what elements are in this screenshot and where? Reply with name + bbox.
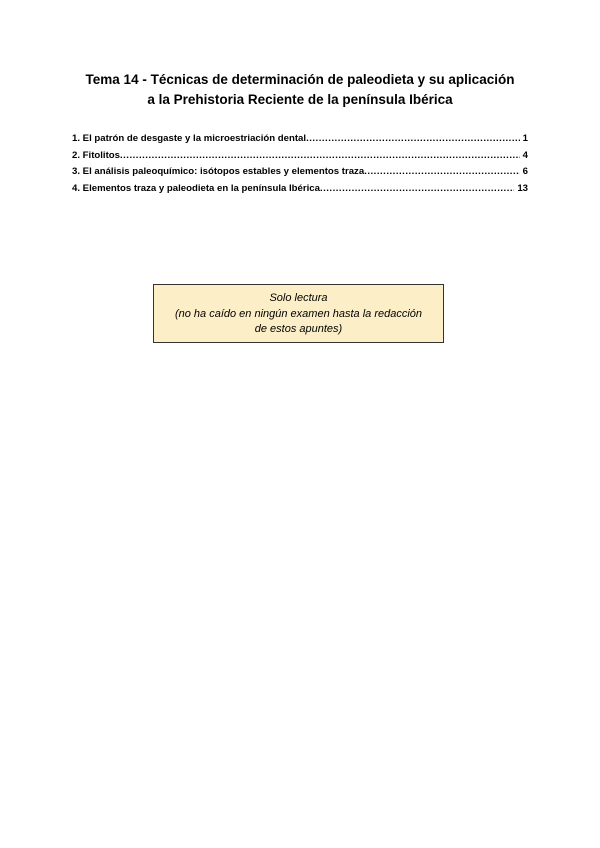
toc-entry[interactable] — [72, 148, 528, 165]
toc-dot-leader — [306, 131, 520, 148]
read-only-note — [153, 284, 444, 343]
toc-dot-leader — [320, 181, 514, 198]
toc-entry-page: 6 — [522, 166, 528, 177]
table-of-contents — [72, 131, 528, 197]
toc-entry[interactable] — [72, 164, 528, 181]
toc-entry[interactable] — [72, 181, 528, 198]
page-title — [60, 70, 540, 110]
toc-dot-leader — [364, 164, 519, 181]
toc-entry-label: 1. El patrón de desgaste y la microestriación dental — [72, 133, 307, 144]
note-line-3: de estos apuntes) — [254, 323, 343, 335]
title-line-2: a la Prehistoria Reciente de la península Ibérica — [147, 92, 453, 107]
toc-entry-label: 3. El análisis paleoquímico: isótopos estables y elementos traza — [72, 166, 365, 177]
toc-entry[interactable] — [72, 131, 528, 148]
title-line-1: Tema 14 - Técnicas de determinación de paleodieta y su aplicación — [85, 72, 515, 87]
toc-entry-page: 4 — [522, 149, 528, 161]
note-line-2: (no ha caído en ningún examen hasta la redacción — [174, 307, 423, 320]
note-line-1: Solo lectura — [269, 292, 328, 304]
toc-entry-label: 2. Fitolitos — [72, 149, 120, 161]
toc-entry-page: 1 — [522, 133, 528, 144]
toc-entry-label: 4. Elementos traza y paleodieta en la península Ibérica — [72, 182, 320, 194]
toc-entry-page: 13 — [517, 182, 528, 194]
toc-dot-leader — [120, 148, 520, 165]
